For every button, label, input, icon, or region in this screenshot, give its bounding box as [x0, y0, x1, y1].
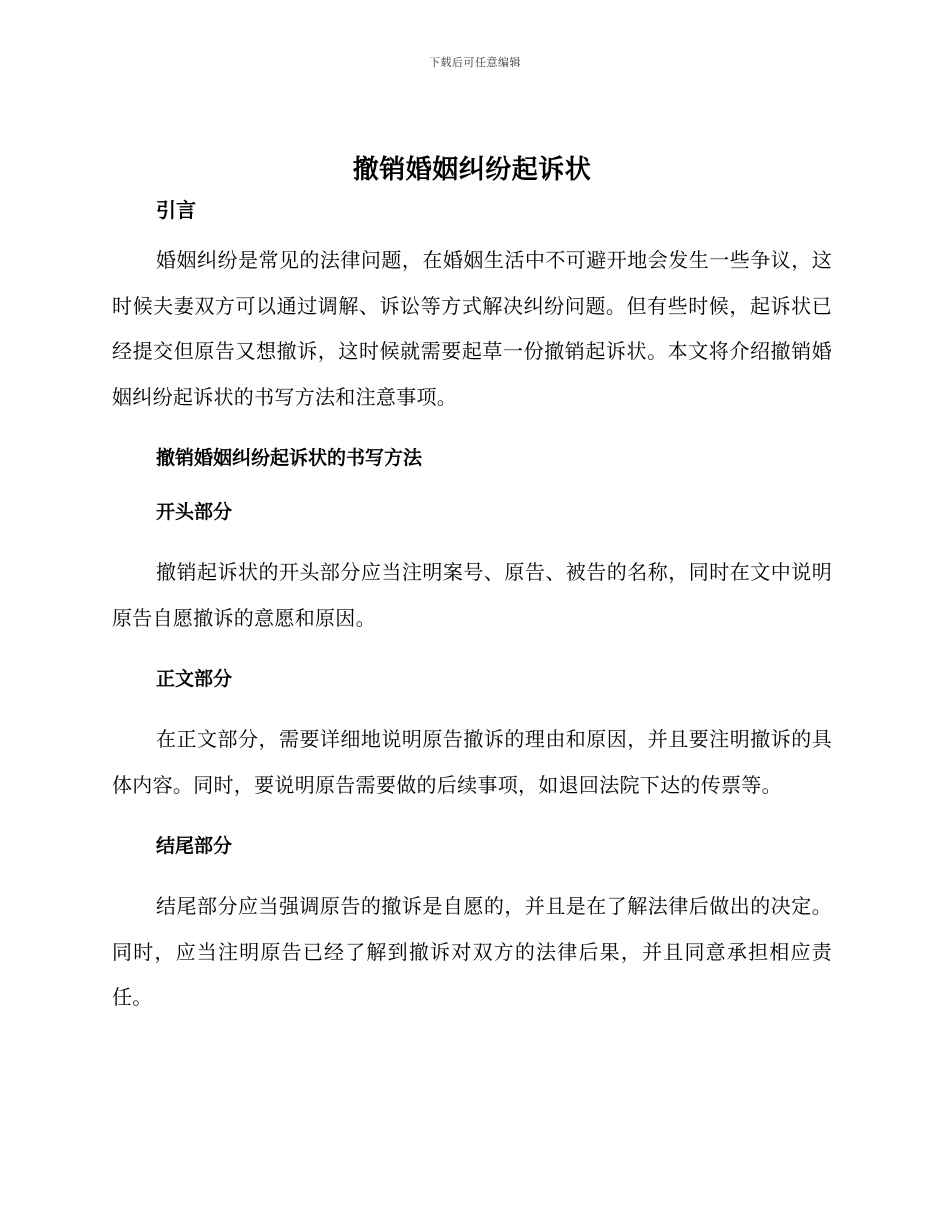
section-heading-closing: 结尾部分 — [156, 835, 233, 857]
method-heading: 撤销婚姻纠纷起诉状的书写方法 — [156, 447, 423, 469]
intro-heading: 引言 — [156, 198, 196, 222]
document-title: 撤销婚姻纠纷起诉状 — [352, 155, 592, 185]
document-body — [112, 150, 832, 1021]
intro-paragraph: 婚姻纠纷是常见的法律问题，在婚姻生活中不可避开地会发生一些争议，这时候夫妻双方可以通过调解、诉讼等方式解决纠纷问题。但有些时候，起诉状已经提交但原告又想撤诉，这时候就需要起草一份撤销起诉状。本文将介绍撤销婚姻纠纷起诉状的书写方法和注意事项。 — [112, 248, 832, 409]
page-header-note: 下载后可任意编辑 — [429, 56, 521, 69]
section-heading-opening: 开头部分 — [156, 501, 233, 523]
section-paragraph-opening: 撤销起诉状的开头部分应当注明案号、原告、被告的名称，同时在文中说明原告自愿撤诉的意愿和原因。 — [112, 560, 832, 630]
section-paragraph-body: 在正文部分，需要详细地说明原告撤诉的理由和原因，并且要注明撤诉的具体内容。同时，要说明原告需要做的后续事项，如退回法院下达的传票等。 — [112, 727, 832, 797]
section-heading-body: 正文部分 — [156, 668, 233, 690]
section-paragraph-closing: 结尾部分应当强调原告的撤诉是自愿的，并且是在了解法律后做出的决定。同时，应当注明原告已经了解到撤诉对双方的法律后果，并且同意承担相应责任。 — [112, 894, 832, 1009]
